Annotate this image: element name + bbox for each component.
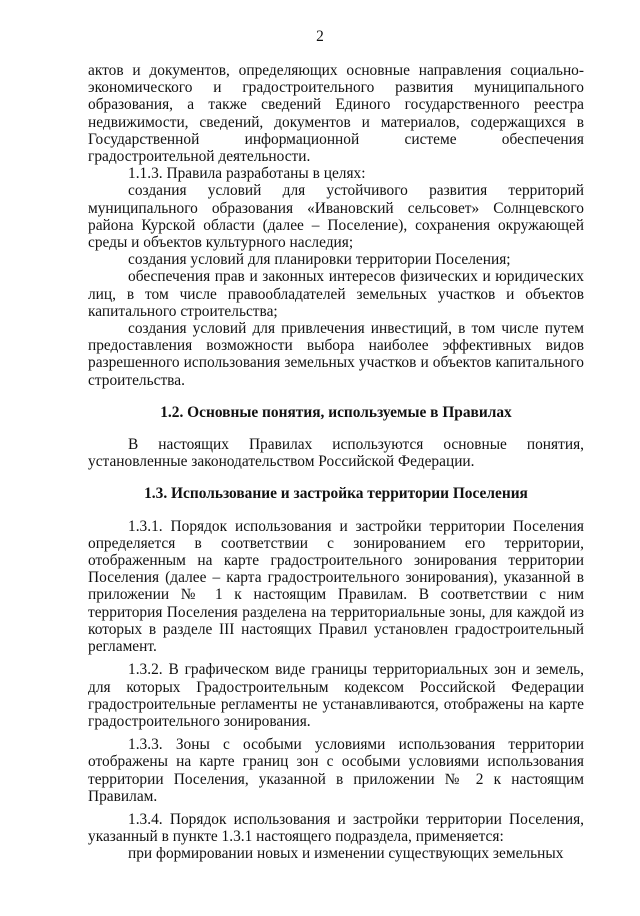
section-heading-1-2: 1.2. Основные понятия, используемые в Правилах: [160, 403, 512, 421]
paragraph-1-3-4-item: при формировании новых и изменении существующих земельных: [128, 845, 564, 863]
paragraph-1-3-4: 1.3.4. Порядок использования и застройки территории Поселения, указанный в пункте 1.3.1 настоящего подраздела, применяется:: [88, 810, 584, 846]
paragraph-goal-3: обеспечения прав и законных интересов физических и юридических лиц, в том числе правообладателей земельных участков и объектов капитального строительства;: [88, 268, 584, 320]
paragraph-goal-1: создания условий для устойчивого развития территорий муниципального образования «Ивановский сельсовет» Солнцевского района Курской области (далее – Поселение), сохранения окружающей среды и объектов культурного наследия;: [88, 182, 584, 252]
paragraph-1-3-2: 1.3.2. В графическом виде границы территориальных зон и земель, для которых Градостроительным кодексом Российской Федерации градостроительные регламенты не устанавливаются, отображены на карте градостроительного зонирования.: [88, 661, 584, 730]
paragraph-1-3-3: 1.3.3. Зоны с особыми условиями использования территории отображены на карте границ зон с особыми условиями использования территории Поселения, указанной в приложении № 2 к настоящим Правилам.: [88, 736, 584, 805]
paragraph-1-1-3: 1.1.3. Правила разработаны в целях:: [128, 165, 366, 183]
section-heading-1-3: 1.3. Использование и застройка территории Поселения: [144, 485, 528, 503]
paragraph-1-3-1: 1.3.1. Порядок использования и застройки территории Поселения определяется в соответствии с зонированием его территории, отображенным на карте градостроительного зонирования территории Поселения (далее – карта градостроительного зонирования), указанной в приложении № 1 к настоящим Правилам. В соответствии с ним территория Поселения разделена на территориальные зоны, для каждой из которых в разделе III настоящих Правил установлен градостроительный регламент.: [88, 517, 584, 656]
page-number: 2: [316, 28, 324, 45]
paragraph-goal-2: создания условий для планировки территории Поселения;: [128, 251, 511, 269]
paragraph-1-2: В настоящих Правилах используются основные понятия, установленные законодательством Российской Федерации.: [88, 436, 584, 471]
paragraph-continuation: актов и документов, определяющих основные направления социально-экономического и градостроительного развития муниципального образования, а также сведений Единого государственного реестра недвижимости, сведений, документов и материалов, содержащихся в Государственной информационной системе обеспечения градостроительной деятельности.: [88, 62, 584, 166]
paragraph-goal-4: создания условий для привлечения инвестиций, в том числе путем предоставления возможности выбора наиболее эффективных видов разрешенного использования земельных участков и объектов капитального строительства.: [88, 320, 584, 389]
page-content: [88, 62, 584, 863]
